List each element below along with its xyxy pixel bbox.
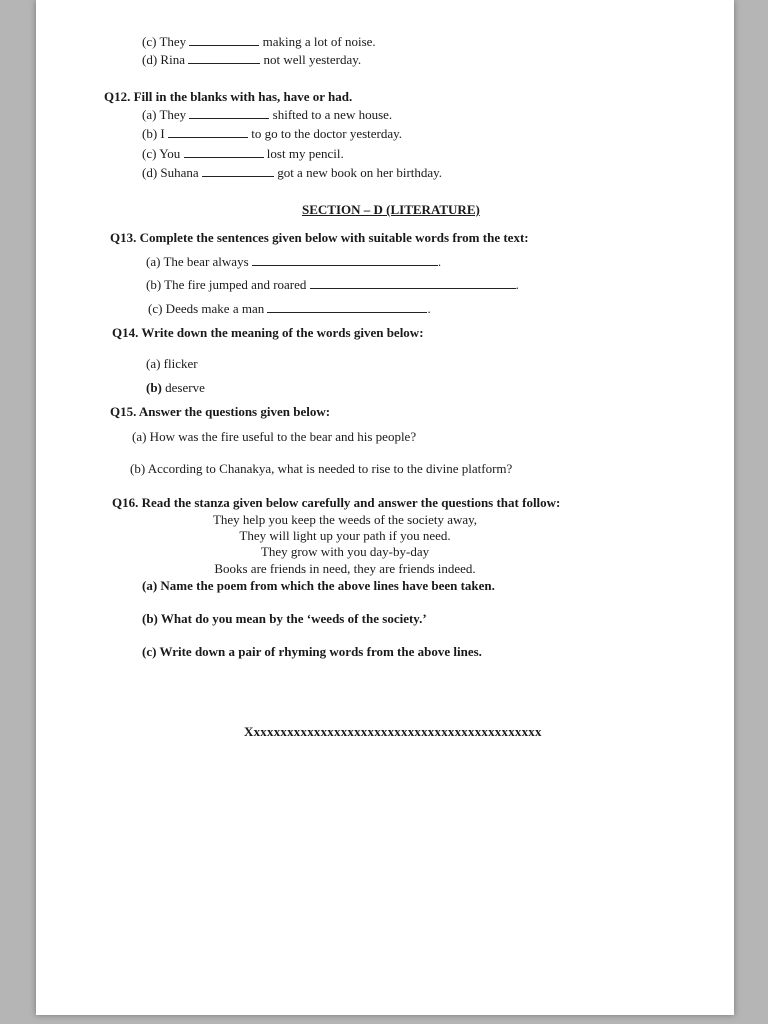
item-text: shifted to a new house. (272, 107, 393, 122)
stanza-line: They will light up your path if you need. (239, 528, 451, 543)
q15-item-b: (b) According to Chanakya, what is needed to rise to the divine platform? (130, 461, 513, 476)
item-label: (d) Rina (142, 52, 185, 67)
item-end: . (515, 277, 519, 292)
stanza-line: Books are friends in need, they are friends indeed. (214, 561, 476, 576)
q13-item-b (146, 277, 519, 293)
fill-blank (189, 108, 269, 119)
item-label: (a) They (142, 107, 187, 122)
q12-title: Q12. Fill in the blanks with has, have or had. (104, 89, 353, 104)
q14-item-a: (a) flicker (146, 356, 198, 371)
item-text: making a lot of noise. (262, 34, 376, 49)
item-text: to go to the doctor yesterday. (251, 126, 403, 141)
item-text: got a new book on her birthday. (277, 165, 443, 180)
exam-page (36, 0, 734, 1015)
section-heading: SECTION – D (LITERATURE) (302, 202, 480, 217)
fill-blank (252, 255, 438, 266)
q16-title: Q16. Read the stanza given below carefully and answer the questions that follow: (112, 495, 561, 510)
item-label: (c) Deeds make a man (148, 301, 265, 316)
item-label: (c) You (142, 146, 181, 161)
q13-title: Q13. Complete the sentences given below with suitable words from the text: (110, 230, 529, 245)
q13-item-a (146, 254, 441, 270)
fill-blank (168, 127, 248, 138)
fill-blank (310, 278, 516, 289)
q12-item-d (142, 165, 442, 181)
q14-item-b (146, 380, 205, 396)
q16-item-c: (c) Write down a pair of rhyming words from the above lines. (142, 644, 482, 659)
fill-blank (189, 35, 259, 46)
item-label: (b) I (142, 126, 165, 141)
q13-item-c (148, 301, 431, 317)
item-text: deserve (165, 380, 205, 395)
fill-blank (267, 302, 427, 313)
item-text: not well yesterday. (263, 52, 362, 67)
fill-blank (188, 53, 260, 64)
stanza-line: They help you keep the weeds of the society away, (212, 512, 478, 527)
item-label: (b) (146, 380, 162, 395)
q16-item-b: (b) What do you mean by the ‘weeds of the society.’ (142, 611, 427, 626)
item-label: (c) They (142, 34, 187, 49)
item-label: (d) Suhana (142, 165, 199, 180)
q11-item-d (142, 52, 361, 68)
stanza-line: They grow with you day-by-day (260, 544, 430, 559)
fill-blank (202, 166, 274, 177)
end-marker: Xxxxxxxxxxxxxxxxxxxxxxxxxxxxxxxxxxxxxxxxxxxx (244, 724, 542, 739)
q15-item-a: (a) How was the fire useful to the bear and his people? (132, 429, 417, 444)
item-label: (a) The bear always (146, 254, 249, 269)
fill-blank (184, 147, 264, 158)
q12-item-b (142, 126, 402, 142)
item-end: . (437, 254, 442, 269)
q12-item-c (142, 146, 344, 162)
q14-title: Q14. Write down the meaning of the words given below: (112, 325, 424, 340)
item-end: . (427, 301, 431, 316)
q15-title: Q15. Answer the questions given below: (110, 404, 331, 419)
q16-item-a: (a) Name the poem from which the above lines have been taken. (142, 578, 495, 593)
q12-item-a (142, 107, 392, 123)
q11-item-c (142, 34, 376, 50)
item-label: (b) The fire jumped and roared (146, 277, 307, 292)
item-text: lost my pencil. (266, 146, 344, 161)
